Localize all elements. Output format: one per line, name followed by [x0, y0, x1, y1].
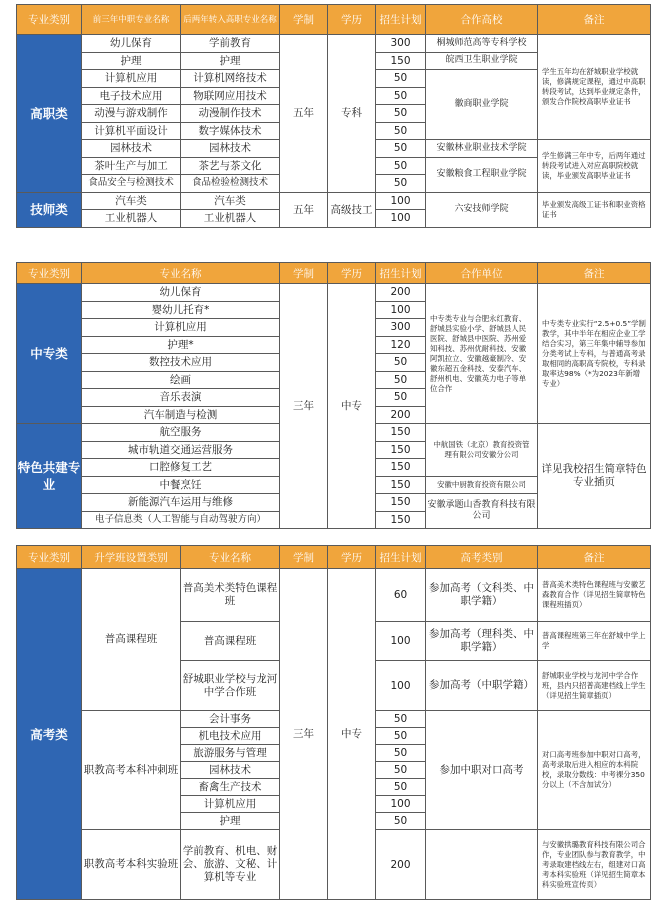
exam-type-cell: 参加中职对口高考	[426, 711, 538, 830]
pre-major-cell: 幼儿保育	[82, 35, 181, 53]
post-major-cell: 数字媒体技术	[181, 122, 280, 140]
plan-cell: 60	[376, 569, 426, 622]
header-post-major: 后两年转入高职专业名称	[181, 5, 280, 35]
plan-cell: 200	[376, 830, 426, 900]
note-cell: 与安徽拱璐教育科技有限公司合作，专业团队参与教育教学，中考录取建档线左右，组建对口高考本科实验班（详见招生简章本科实验班宣传页）	[538, 830, 651, 900]
category-gaokao: 高考类	[17, 569, 82, 900]
plan-cell: 150	[376, 441, 426, 459]
note-cell: 对口高考班参加中职对口高考，高考录取后进入相应的本科院校，录取分数线：中考裸分350分以上（不含加试分）	[538, 711, 651, 830]
exam-type-cell	[426, 830, 538, 900]
pre-major-cell: 动漫与游戏制作	[82, 105, 181, 123]
major-name-cell: 护理	[181, 813, 280, 830]
pre-major-cell: 计算机应用	[82, 70, 181, 88]
header-category: 专业类别	[17, 5, 82, 35]
partner-cell: 中专类专业与合肥永红教育、舒城县实验小学、舒城县人民医院、舒城县中医院、苏州爱知科技、苏州优耐科技、安徽阿凯拉立、安徽越豪制冷、安徽东超五金科技、安泰汽车、舒州机电、安徽英力电子等单位合作	[426, 284, 538, 424]
header-class-type: 升学班设置类别	[82, 546, 181, 569]
exam-type-cell: 参加高考（中职学籍）	[426, 661, 538, 711]
major-name-cell: 电子信息类（人工智能与自动驾驶方向）	[82, 511, 280, 529]
plan-cell: 150	[376, 424, 426, 442]
header-plan: 招生计划	[376, 5, 426, 35]
major-name-cell: 畜禽生产技术	[181, 779, 280, 796]
pre-major-cell: 电子技术应用	[82, 87, 181, 105]
partner-cell: 皖西卫生职业学院	[426, 52, 538, 70]
plan-cell: 150	[376, 494, 426, 512]
note-cell: 普高美术类特色课程班与安徽艺森教育合作（详见招生简章特色课程班插页）	[538, 569, 651, 622]
pre-major-cell: 园林技术	[82, 140, 181, 158]
education-cell: 中专	[328, 284, 376, 529]
major-name-cell: 汽车制造与检测	[82, 406, 280, 424]
partner-cell: 安徽承题山香教育科技有限公司	[426, 494, 538, 529]
class-type-cell: 普高课程班	[82, 569, 181, 711]
post-major-cell: 食品检验检测技术	[181, 175, 280, 193]
major-name-cell: 城市轨道交通运营服务	[82, 441, 280, 459]
plan-cell: 100	[376, 622, 426, 661]
note-cell: 舒城职业学校与龙河中学合作班，县内只招普高建档线上学生（详见招生简章插页）	[538, 661, 651, 711]
major-name-cell: 婴幼儿托育*	[82, 301, 280, 319]
major-name-cell: 音乐表演	[82, 389, 280, 407]
plan-cell: 300	[376, 35, 426, 53]
pre-major-cell: 茶叶生产与加工	[82, 157, 181, 175]
header-duration: 学制	[280, 5, 328, 35]
note-cell: 中专类专业实行“2.5+0.5”学制教学，其中半年在相应企业工学结合实习，第三年集中辅导参加分类考试上专科，与普通高考录取相同的高职高专院校，专科录取率达98%（*为2023年新增专业）	[538, 284, 651, 424]
table-college-entrance	[16, 545, 651, 900]
note-cell: 学生五年均在舒城职业学校就读，修满规定课程，通过中高职转段考试，达到毕业规定条件，颁发合作院校高职毕业证书	[538, 35, 651, 140]
post-major-cell: 园林技术	[181, 140, 280, 158]
major-name-cell: 新能源汽车运用与维修	[82, 494, 280, 512]
duration-cell: 三年	[280, 569, 328, 900]
header-education: 学历	[328, 546, 376, 569]
plan-cell: 100	[376, 192, 426, 210]
plan-cell: 100	[376, 796, 426, 813]
plan-cell: 50	[376, 745, 426, 762]
plan-cell: 200	[376, 284, 426, 302]
header-education: 学历	[328, 5, 376, 35]
note-cell: 毕业颁发高级工证书和职业资格证书	[538, 192, 651, 227]
header-pre-major: 前三年中职专业名称	[82, 5, 181, 35]
major-name-cell: 绘画	[82, 371, 280, 389]
header-duration: 学制	[280, 263, 328, 284]
post-major-cell: 工业机器人	[181, 210, 280, 228]
header-major-name: 专业名称	[181, 546, 280, 569]
post-major-cell: 茶艺与茶文化	[181, 157, 280, 175]
plan-cell: 50	[376, 175, 426, 193]
major-name-cell: 园林技术	[181, 762, 280, 779]
header-category: 专业类别	[17, 263, 82, 284]
class-type-cell: 职教高考本科冲刺班	[82, 711, 181, 830]
major-name-cell: 会计事务	[181, 711, 280, 728]
major-name-cell: 计算机应用	[82, 319, 280, 337]
pre-major-cell: 计算机平面设计	[82, 122, 181, 140]
header-exam-type: 高考类别	[426, 546, 538, 569]
post-major-cell: 计算机网络技术	[181, 70, 280, 88]
duration-cell: 五年	[280, 192, 328, 227]
major-name-cell: 普高课程班	[181, 622, 280, 661]
exam-type-cell: 参加高考（文科类、中职学籍）	[426, 569, 538, 622]
major-name-cell: 数控技术应用	[82, 354, 280, 372]
category-featured: 特色共建专业	[17, 424, 82, 529]
major-name-cell: 航空服务	[82, 424, 280, 442]
partner-cell: 桐城师范高等专科学校	[426, 35, 538, 53]
header-note: 备注	[538, 546, 651, 569]
plan-cell: 300	[376, 319, 426, 337]
major-name-cell: 中餐烹饪	[82, 476, 280, 494]
education-cell: 高级技工	[328, 192, 376, 227]
plan-cell: 100	[376, 210, 426, 228]
plan-cell: 150	[376, 459, 426, 477]
education-cell: 专科	[328, 35, 376, 193]
header-duration: 学制	[280, 546, 328, 569]
header-partner: 合作单位	[426, 263, 538, 284]
duration-cell: 三年	[280, 284, 328, 529]
post-major-cell: 物联网应用技术	[181, 87, 280, 105]
header-major-name: 专业名称	[82, 263, 280, 284]
plan-cell: 50	[376, 140, 426, 158]
duration-cell: 五年	[280, 35, 328, 193]
plan-cell: 50	[376, 728, 426, 745]
header-plan: 招生计划	[376, 546, 426, 569]
major-name-cell: 旅游服务与管理	[181, 745, 280, 762]
major-name-cell: 舒城职业学校与龙河中学合作班	[181, 661, 280, 711]
pre-major-cell: 工业机器人	[82, 210, 181, 228]
table-higher-vocational	[16, 4, 651, 228]
partner-cell: 徽商职业学院	[426, 70, 538, 140]
plan-cell: 100	[376, 661, 426, 711]
plan-cell: 50	[376, 711, 426, 728]
exam-type-cell: 参加高考（理科类、中职学籍）	[426, 622, 538, 661]
plan-cell: 120	[376, 336, 426, 354]
plan-cell: 50	[376, 354, 426, 372]
header-category: 专业类别	[17, 546, 82, 569]
header-note: 备注	[538, 5, 651, 35]
plan-cell: 50	[376, 779, 426, 796]
plan-cell: 50	[376, 157, 426, 175]
major-name-cell: 护理*	[82, 336, 280, 354]
post-major-cell: 动漫制作技术	[181, 105, 280, 123]
major-name-cell: 普高美术类特色课程班	[181, 569, 280, 622]
header-education: 学历	[328, 263, 376, 284]
plan-cell: 150	[376, 511, 426, 529]
major-name-cell: 口腔修复工艺	[82, 459, 280, 477]
plan-cell: 50	[376, 371, 426, 389]
major-name-cell: 计算机应用	[181, 796, 280, 813]
category-technician: 技师类	[17, 192, 82, 227]
category-secondary: 中专类	[17, 284, 82, 424]
note-cell: 学生修满三年中专，后两年通过转段考试进入对应高职院校就读，毕业颁发高职毕业证书	[538, 140, 651, 193]
partner-cell: 中航国铁（北京）教育投资管理有限公司安徽分公司	[426, 424, 538, 477]
plan-cell: 50	[376, 105, 426, 123]
plan-cell: 50	[376, 87, 426, 105]
plan-cell: 150	[376, 476, 426, 494]
plan-cell: 50	[376, 122, 426, 140]
post-major-cell: 护理	[181, 52, 280, 70]
plan-cell: 200	[376, 406, 426, 424]
header-note: 备注	[538, 263, 651, 284]
note-cell: 普高课程班第三年在舒城中学上学	[538, 622, 651, 661]
pre-major-cell: 护理	[82, 52, 181, 70]
category-higher-vocational: 高职类	[17, 35, 82, 193]
plan-cell: 50	[376, 813, 426, 830]
plan-cell: 50	[376, 70, 426, 88]
plan-cell: 150	[376, 52, 426, 70]
note-cell: 详见我校招生简章特色专业插页	[538, 424, 651, 529]
partner-cell: 安徽粮食工程职业学院	[426, 157, 538, 192]
header-plan: 招生计划	[376, 263, 426, 284]
class-type-cell: 职教高考本科实验班	[82, 830, 181, 900]
post-major-cell: 学前教育	[181, 35, 280, 53]
partner-cell: 六安技师学院	[426, 192, 538, 227]
header-partner: 合作高校	[426, 5, 538, 35]
pre-major-cell: 食品安全与检测技术	[82, 175, 181, 193]
table-secondary-vocational	[16, 262, 651, 529]
major-name-cell: 学前教育、机电、财会、旅游、文秘、计算机等专业	[181, 830, 280, 900]
plan-cell: 100	[376, 301, 426, 319]
post-major-cell: 汽车类	[181, 192, 280, 210]
partner-cell: 安徽林业职业技术学院	[426, 140, 538, 158]
partner-cell: 安徽中厨教育投资有限公司	[426, 476, 538, 494]
pre-major-cell: 汽车类	[82, 192, 181, 210]
plan-cell: 50	[376, 389, 426, 407]
education-cell: 中专	[328, 569, 376, 900]
major-name-cell: 幼儿保育	[82, 284, 280, 302]
major-name-cell: 机电技术应用	[181, 728, 280, 745]
plan-cell: 50	[376, 762, 426, 779]
